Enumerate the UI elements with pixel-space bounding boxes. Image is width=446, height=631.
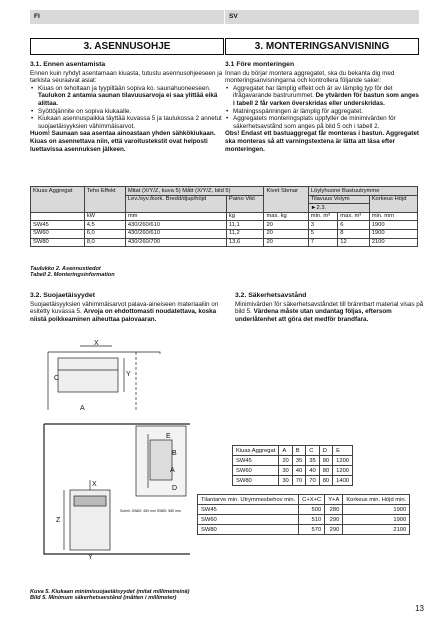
- cell: 3: [308, 221, 337, 230]
- table-row: [233, 466, 353, 476]
- cell: 40: [306, 466, 319, 476]
- cell: 2100: [343, 525, 410, 535]
- intro-column-sv: [225, 61, 421, 153]
- cell: SW60: [233, 466, 279, 476]
- cell: 35: [292, 456, 305, 466]
- cell: 40: [292, 466, 305, 476]
- label-a-top: A: [80, 405, 85, 412]
- header-model: Kiuas Aggregat: [233, 446, 279, 456]
- header-e: E: [333, 446, 353, 456]
- cell: 80: [319, 476, 332, 486]
- cell: 70: [292, 476, 305, 486]
- cell: 290: [325, 525, 343, 535]
- checklist-item: • Matningsspänningen är lämplig för aggregatet.: [225, 108, 421, 116]
- cell: SW45: [233, 456, 279, 466]
- checklist-item: • Aggregatets monteringsplats uppfyller de minimivärden för säkerhetsavstånd som anges på bild 5 och i tabell 2.: [225, 115, 421, 130]
- checklist-text: Kiuas on teholtaan ja tyypiltään sopiva ko. saunahuoneeseen.: [38, 84, 211, 92]
- subsection-title: 3.2. Suojaetäisyydet: [30, 292, 95, 299]
- table-row: [31, 238, 418, 247]
- cell: 8: [338, 229, 369, 238]
- header-ya: Y+A: [325, 495, 343, 505]
- header-dimensions: Mitat (X/Y/Z, kuva 5) Mått (X/Y/Z, bild 5): [125, 187, 264, 196]
- warning-text: [30, 130, 226, 153]
- unit-cell: max. kg: [264, 212, 308, 221]
- unit-cell: kg: [226, 212, 264, 221]
- unit-cell: mm: [125, 212, 226, 221]
- caption-fi: Kuva 5. Kiukaan minimisuojaetäisyydet (mitat millimetreinä): [30, 589, 190, 595]
- cell: 20: [264, 238, 308, 247]
- checklist-text: Aggregatet har lämplig effekt och är av lämplig typ för det ifrågavarande bastrurummet.: [233, 84, 393, 100]
- section-header-sv: 3. MONTERINGSANVISNING: [225, 38, 419, 55]
- table-caption: [30, 266, 115, 279]
- cell: SW45: [198, 505, 299, 515]
- checklist-bold-text: Taulukon 2 antamia saunan tilavuusarvoja ei saa ylittää eikä alittaa.: [38, 92, 218, 107]
- safety-text: Suojaetäisyyksien vähimmäisarvot palava-aineiseen materiaaliin on esitetty kuvassa 5.: [30, 300, 219, 316]
- label-b: B: [172, 450, 177, 457]
- safety-section-fi: [30, 292, 226, 323]
- intro-column-fi: [30, 61, 226, 153]
- checklist-item: • Kiukaan asennuspaikka täyttää kuvassa 5 ja taulukossa 2 annetut suojaetäisyyksien vähimmäisarvot.: [30, 115, 226, 130]
- cell: SW60: [198, 515, 299, 525]
- checklist-item: [30, 85, 226, 108]
- cell: 4,5: [84, 221, 125, 230]
- header-stones: Kivet Stenar: [264, 187, 308, 213]
- language-tab-sv: SV: [225, 10, 419, 24]
- cell: 20: [264, 221, 308, 230]
- cell: 5: [308, 229, 337, 238]
- safety-section-sv: [235, 292, 425, 323]
- cell: SW45: [31, 221, 85, 230]
- cell: SW60: [31, 229, 85, 238]
- header-space: Tilantarve min. Utrymmesbehov min.: [198, 495, 299, 505]
- cell: 30: [279, 476, 292, 486]
- cell: 570: [299, 525, 325, 535]
- volume-note: ►2.3.: [308, 204, 369, 213]
- warning-bold: Obs! Endast ett bastuaggregat får monteras i bastun. Aggregatet ska monteras så att varningstextena är lätta att läsa efter monteringen.: [225, 130, 419, 153]
- subsection-title: 3.2. Säkerhetsavstånd: [235, 292, 307, 299]
- safety-distance-diagram: [40, 340, 200, 560]
- cell: 8,0: [84, 238, 125, 247]
- unit-cell: min. mm: [369, 212, 417, 221]
- cell: 290: [325, 515, 343, 525]
- cell: 11,1: [226, 221, 264, 230]
- safety-distance-table: [232, 445, 353, 486]
- cell: 6: [338, 221, 369, 230]
- label-x-top: X: [94, 340, 99, 347]
- header-width-depth-height: Lev./syv./kork. Bredd/djup/höjd: [125, 195, 226, 212]
- label-y-bottom: Y: [88, 554, 93, 560]
- intro-paragraph: Ennen kuin ryhdyt asentamaan kiuasta, tutustu asennusohjeeseen ja tarkista seuraavat asiat:: [30, 69, 223, 85]
- cell: 1900: [369, 229, 417, 238]
- cell: 20: [279, 456, 292, 466]
- subsection-title: 3.1 Före monteringen: [225, 61, 295, 68]
- diagram-note: Soheli, SW60: 450 mm SW80: 580 mm: [120, 509, 181, 513]
- intro-paragraph: Innan du börjar montera aggregatet, ska du bekanta dig med monteringsanvisningarna och kontrollera följande saker:: [225, 69, 395, 85]
- cell: 7: [308, 238, 337, 247]
- checklist: [30, 85, 226, 131]
- checklist-item: • Syöttöjännite on sopiva kiukaalle.: [30, 108, 226, 116]
- safety-bold: Arvoja on ehdottomasti noudatettava, koska niistä poikkeaminen aiheuttaa palovaaran.: [30, 308, 217, 323]
- cell: 510: [299, 515, 325, 525]
- cell: 70: [306, 476, 319, 486]
- header-b: B: [292, 446, 305, 456]
- caption-fi: Taulukko 2. Asennustiedot: [30, 266, 101, 272]
- safety-bold: Värdena måste utan undantag följas, eftersom underlåtenhet att göra det medför brandfara.: [235, 308, 392, 323]
- label-e: E: [166, 433, 171, 440]
- label-z: Z: [56, 517, 61, 524]
- header-height: Korkeus Höjd: [369, 195, 417, 212]
- header-a: A: [279, 446, 292, 456]
- language-tab-fi: FI: [30, 10, 224, 24]
- header-cxc: C+X+C: [299, 495, 325, 505]
- header-sauna-room: Löylyhuone Bastuutrymme: [308, 187, 417, 196]
- header-volume: Tilavuus Volym: [308, 195, 369, 204]
- cell: 20: [264, 229, 308, 238]
- cell: 11,2: [226, 229, 264, 238]
- label-c: C: [54, 375, 60, 382]
- table-row: [198, 505, 410, 515]
- header-d: D: [319, 446, 332, 456]
- cell: 12: [338, 238, 369, 247]
- table-row: [31, 221, 418, 230]
- header-power: Teho Effekt: [84, 187, 125, 213]
- safety-text: Minimivärden för säkerhetsavståndet till brännbart material visas på bild 5.: [235, 300, 424, 316]
- cell: 13,6: [226, 238, 264, 247]
- cell: 30: [279, 466, 292, 476]
- unit-cell: kW: [84, 212, 125, 221]
- cell: 35: [306, 456, 319, 466]
- figure-caption: [30, 589, 189, 602]
- unit-cell: max. m³: [338, 212, 369, 221]
- safety-paragraph: [30, 301, 226, 324]
- cell: 1200: [333, 466, 353, 476]
- checklist-item: [225, 85, 421, 108]
- table-row: [198, 515, 410, 525]
- cell: 1900: [369, 221, 417, 230]
- cell: 430/260/610: [125, 229, 226, 238]
- header-model: Kiuas Aggregat: [31, 187, 85, 213]
- cell: SW80: [31, 238, 85, 247]
- cell: 80: [319, 456, 332, 466]
- cell: 1200: [333, 456, 353, 466]
- section-header-fi: 3. ASENNUSOHJE: [30, 38, 224, 55]
- safety-paragraph: [235, 301, 425, 324]
- header-weight: Paino Vikt: [226, 195, 264, 212]
- cell: 1900: [343, 515, 410, 525]
- unit-cell: [31, 212, 85, 221]
- cell: 6,0: [84, 229, 125, 238]
- cell: 430/260/700: [125, 238, 226, 247]
- subsection-title: 3.1. Ennen asentamista: [30, 61, 106, 68]
- header-c: C: [306, 446, 319, 456]
- warning-bold: Huom! Saunaan saa asentaa ainoastaan yhden sähkökiukaan. Kiuas on asennettava niin, että varoitustekstit ovat helposti luettavissa asennuksen jälkeen.: [30, 130, 216, 153]
- table-row: [31, 229, 418, 238]
- label-y-top: Y: [126, 371, 131, 378]
- cell: 1900: [343, 505, 410, 515]
- cell: 280: [325, 505, 343, 515]
- header-height: Korkeus min. Höjd min.: [343, 495, 410, 505]
- label-d: D: [172, 485, 178, 492]
- table-row: [198, 525, 410, 535]
- checklist-bold-text: De ytvärden för bastun som anges i tabell 2 får varken överskridas eller underskridas.: [233, 92, 419, 107]
- label-a-side: A: [170, 467, 175, 474]
- cell: 1400: [333, 476, 353, 486]
- installation-data-table: [30, 186, 418, 247]
- table-row: [233, 476, 353, 486]
- cell: 2100: [369, 238, 417, 247]
- label-x-front: X: [92, 481, 97, 488]
- cell: 80: [319, 466, 332, 476]
- cell: 430/260/610: [125, 221, 226, 230]
- page-number: 13: [415, 604, 424, 613]
- cell: 500: [299, 505, 325, 515]
- unit-cell: min. m³: [308, 212, 337, 221]
- warning-text: [225, 130, 421, 153]
- space-requirement-table: [197, 494, 410, 535]
- cell: SW80: [198, 525, 299, 535]
- caption-sv: Bild 5. Minimum säkerhetsavstånd (måtten i millimeter): [30, 595, 177, 602]
- checklist: [225, 85, 421, 131]
- cell: SW80: [233, 476, 279, 486]
- table-row: [233, 456, 353, 466]
- caption-sv: Tabell 2. Monteringsinformation: [30, 272, 115, 279]
